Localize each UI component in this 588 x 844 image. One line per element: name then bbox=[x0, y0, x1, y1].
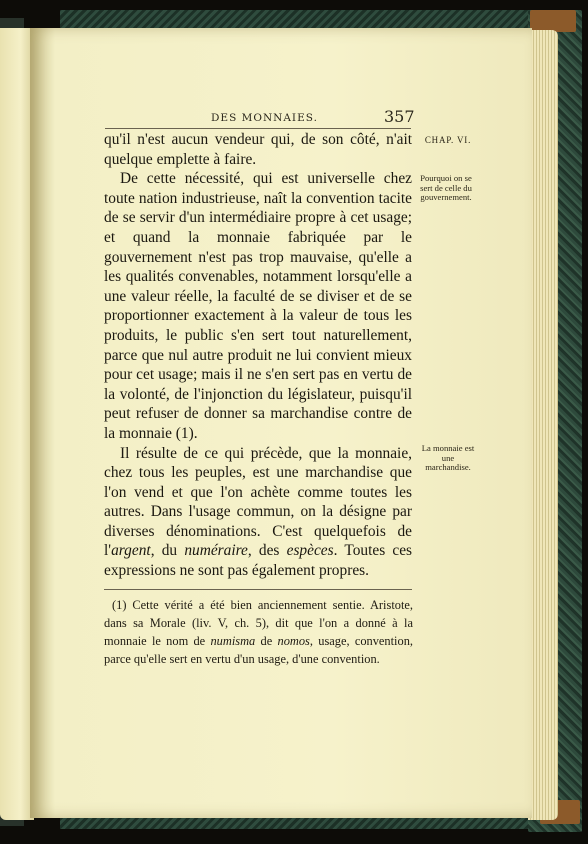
text-span: . Toutes ces expressions ne sont pas également propres. bbox=[104, 542, 413, 580]
text-span: Il résulte de ce qui précède, que la monnaie, chez tous les peuples, est une marchandise que l'on vend et que l'on achète comme toutes les autres. Dans l'usage commun, on la désigne par diverses dénominations. C'est quelquefois de l' bbox=[104, 444, 412, 560]
header-rule bbox=[105, 128, 411, 129]
italic-term-numisma: numisma bbox=[210, 633, 256, 648]
text-span: , des bbox=[247, 542, 287, 560]
main-text bbox=[104, 130, 412, 581]
margin-note-currency-choice: Pourquoi on se sert de celle du gouvernement. bbox=[420, 173, 472, 202]
footnote-rule bbox=[104, 589, 412, 590]
page-number: 357 bbox=[384, 107, 415, 126]
paragraph-continuation: qu'il n'est aucun vendeur qui, de son côté, n'ait quelque emplette à faire. bbox=[104, 131, 412, 168]
italic-term-especes: espèces bbox=[286, 542, 334, 560]
book-cover-top bbox=[60, 10, 540, 28]
footnote bbox=[104, 597, 413, 669]
facing-page bbox=[0, 28, 34, 820]
italic-term-nomos: nomos bbox=[277, 633, 310, 648]
text-span: , usage, convention, parce qu'elle sert en vertu d'un usage, d'une convention. bbox=[104, 633, 413, 666]
paragraph-convention: De cette nécessité, qui est universelle chez toute nation industrieuse, naît la convention tacite de se servir d'un intermédiaire propre à cet usage; et quand la monnaie fabriquée par le gouvernement n'est pas trop mauvaise, qu'elle a les qualités convenables, notamment lorsqu'elle a une valeur réelle, la faculté de se diviser et de se proportionner exactement à la valeur de tous les produits, le public s'en sert tout naturellement, parce que nul autre produit ne lui convient mieux pour cet usage; mais il ne s'en sert pas en vertu de la volonté, de l'injonction du législateur, puisqu'il peut refuser de donner sa marchandise contre de la monnaie (1). bbox=[104, 170, 412, 442]
margin-chapter: CHAP. VI. bbox=[424, 135, 472, 145]
paragraph-commodity bbox=[104, 444, 412, 581]
italic-term-argent: argent bbox=[111, 542, 151, 560]
text-span: de bbox=[255, 633, 278, 648]
cover-corner-top bbox=[530, 10, 576, 32]
page-edges bbox=[528, 30, 558, 820]
margin-note-commodity: La monnaie est une marchandise. bbox=[421, 443, 475, 472]
running-title: DES MONNAIES. bbox=[211, 112, 318, 124]
italic-term-numeraire: numéraire bbox=[184, 542, 248, 560]
text-span: (1) Cette vérité a été bien anciennement sentie. Aristote, dans sa Morale (liv. V, ch. 5), dit que l'on a donné à la monnaie le nom de bbox=[104, 598, 413, 648]
running-head bbox=[0, 109, 588, 129]
text-span: , du bbox=[150, 542, 185, 560]
